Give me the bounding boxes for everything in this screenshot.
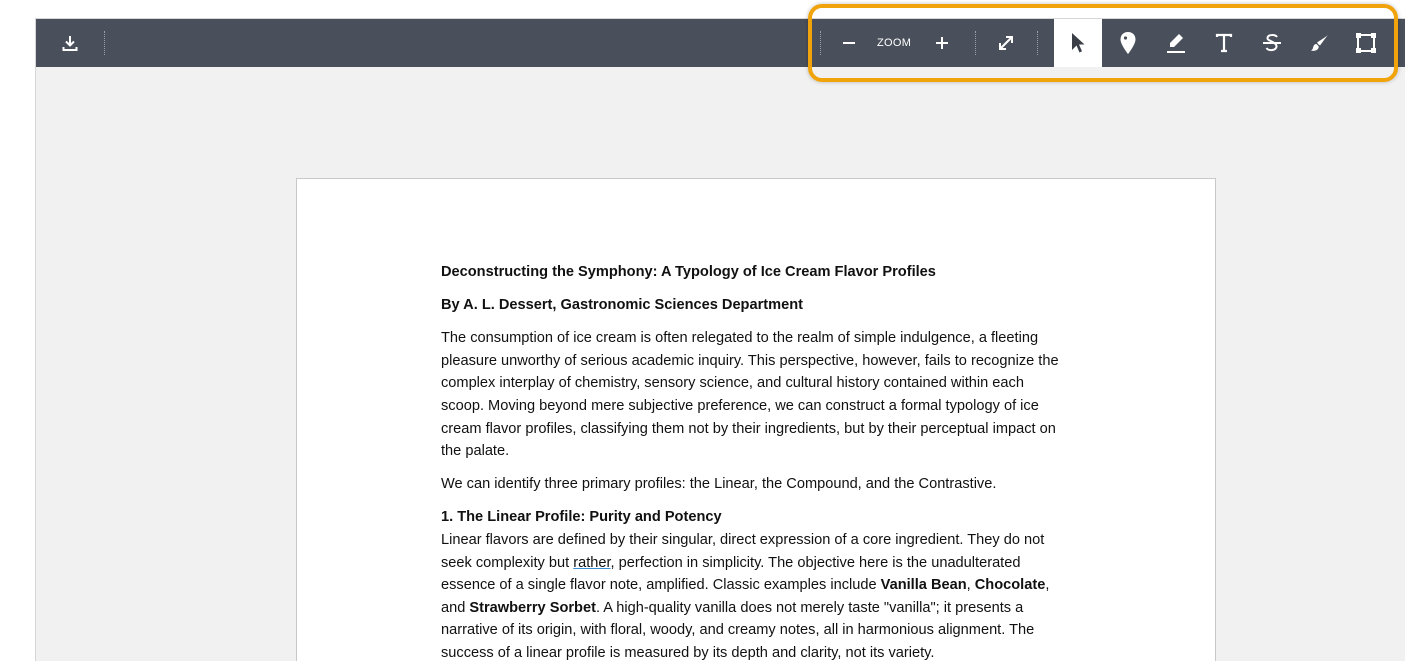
expand-arrows-icon — [997, 34, 1015, 52]
example-chocolate: Chocolate — [974, 577, 1046, 594]
paragraph-profiles: We can identify three primary profiles: the Linear, the Compound, and the Contrastive. — [441, 476, 997, 493]
text-run: perfection in simplicity. The objective here is the unadulterated essence of a single flavor note, amplified. Classic examples include — [441, 554, 1021, 594]
highlighter-icon — [1166, 32, 1186, 54]
rectangle-select-icon — [1355, 32, 1377, 54]
zoom-in-button[interactable] — [929, 19, 955, 67]
example-strawberry: Strawberry Sorbet — [469, 599, 596, 616]
toolbar-separator — [104, 31, 105, 55]
zoom-out-button[interactable] — [836, 19, 862, 67]
paragraph-intro: The consumption of ice cream is often relegated to the realm of simple indulgence, a fleeting pleasure unworthy of serious academic inquiry. This perspective, however, fails to recognize the complex interplay of chemistry, sensory science, and cultural history contained within each scoop. Moving beyond mere subjective preference, we can construct a formal typology of ice cream flavor profiles, classifying them not by their ingredients, but by their perceptual impact on the palate. — [441, 330, 1059, 460]
download-button[interactable] — [54, 19, 86, 67]
strikethrough-tool-button[interactable] — [1252, 19, 1292, 67]
document-title: Deconstructing the Symphony: A Typology of Ice Cream Flavor Profiles — [441, 264, 936, 280]
document-page — [296, 178, 1216, 661]
spelling-underline: rather, — [573, 554, 615, 571]
text-run: Linear flavors are defined by their singular, direct expression of a core ingredient. They do not seek complexity but — [441, 531, 1045, 571]
toolbar-separator — [820, 31, 821, 55]
toolbar — [36, 19, 1405, 67]
map-pin-icon — [1119, 31, 1137, 55]
toolbar-separator — [1037, 31, 1038, 55]
toolbar-separator — [975, 31, 976, 55]
download-icon — [61, 34, 79, 52]
select-tool-button[interactable] — [1054, 19, 1102, 67]
paragraph-linear — [441, 529, 1063, 661]
plus-icon — [934, 35, 950, 51]
area-select-tool-button[interactable] — [1346, 19, 1386, 67]
fit-page-button[interactable] — [991, 19, 1021, 67]
draw-tool-button[interactable] — [1300, 19, 1340, 67]
document-viewer — [35, 18, 1405, 661]
strikethrough-icon — [1262, 32, 1282, 54]
brush-icon — [1310, 33, 1330, 53]
text-run: , and — [441, 577, 1050, 616]
pin-tool-button[interactable] — [1108, 19, 1148, 67]
section-heading-linear: 1. The Linear Profile: Purity and Potency — [441, 509, 722, 526]
document-byline: By A. L. Dessert, Gastronomic Sciences Department — [441, 297, 803, 314]
document-body — [441, 261, 1063, 661]
highlight-tool-button[interactable] — [1156, 19, 1196, 67]
text-tool-button[interactable] — [1204, 19, 1244, 67]
text-t-icon — [1215, 33, 1233, 53]
text-run: . A high-quality vanilla does not merely taste "vanilla"; it presents a narrative of its origin, with floral, woody, and creamy notes, all in harmonious alignment. The success of a linear profile is measured by its depth and clarity, not its variety. — [441, 599, 1035, 661]
minus-icon — [841, 35, 857, 51]
cursor-arrow-icon — [1070, 32, 1086, 54]
example-vanilla: Vanilla Bean — [880, 577, 967, 594]
text-run: , — [966, 577, 975, 594]
zoom-label: ZOOM — [877, 37, 912, 49]
